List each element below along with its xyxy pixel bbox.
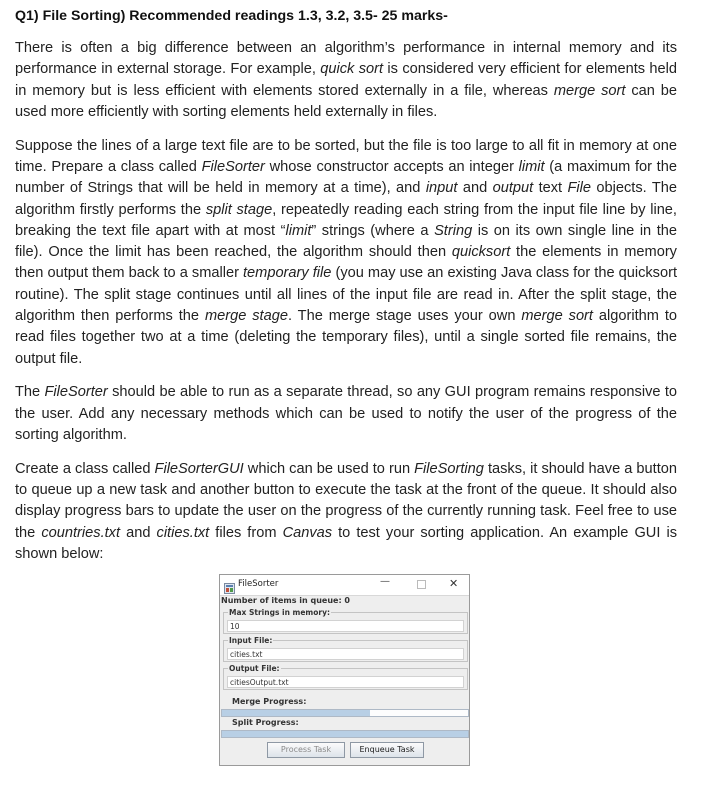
java-window-icon [224, 579, 235, 590]
input-file-group [223, 636, 468, 662]
question-document [15, 4, 677, 578]
merge-progress-fill [222, 710, 370, 716]
window-titlebar[interactable] [220, 575, 469, 596]
window-title: FileSorter [238, 579, 279, 589]
split-progress-fill [222, 731, 468, 737]
input-file-field[interactable]: cities.txt [227, 648, 464, 660]
output-file-label: Output File: [229, 664, 280, 673]
filesorter-window [219, 574, 470, 766]
paragraph-intro: There is often a big difference between an algorithm’s performance in internal memory and its performance in external storage. For example, quick sort is considered very efficient for elements held in memory but is less efficient with elements stored externally in a file, whereas merge sort can be used more efficiently with sorting elements held externally in files. [15, 40, 678, 120]
output-file-group [223, 664, 468, 690]
max-strings-input[interactable]: 10 [227, 620, 464, 632]
split-progress-label: Split Progress: [232, 718, 299, 727]
merge-progress-bar [221, 709, 469, 717]
max-strings-group [223, 608, 468, 634]
paragraph-gui-spec: Create a class called FileSorterGUI which can be used to run FileSorting tasks, it should have a button to queue up a new task and another button to execute the task at the front of the queue. It should also display progress bars to update the user on the progress of the currently running task. Feel free to use the countries.txt and cities.txt files from Canvas to test your sorting application. An example GUI is shown below: [15, 460, 677, 563]
maximize-button[interactable] [417, 580, 426, 589]
input-file-label: Input File: [229, 636, 273, 645]
max-strings-label: Max Strings in memory: [229, 608, 330, 617]
enqueue-task-button[interactable]: Enqueue Task [350, 742, 424, 758]
output-file-field[interactable]: citiesOutput.txt [227, 676, 464, 688]
split-progress-bar [221, 730, 469, 738]
question-title: Q1) File Sorting) Recommended readings 1.3, 3.2, 3.5- 25 marks- [15, 8, 448, 24]
merge-progress-label: Merge Progress: [232, 697, 307, 706]
paragraph-threading: The FileSorter should be able to run as a separate thread, so any GUI program remains responsive to the user. Add any necessary methods which can be used to notify the user of the progress of the sorting algorithm. [15, 384, 678, 444]
paragraph-filesorter-spec: Suppose the lines of a large text file are to be sorted, but the file is too large to all fit in memory at one time. Prepare a class called FileSorter whose constructor accepts an integer limit (a maximum for the number of Strings that will be held in memory at a time), and input and output text File objects. The algorithm firstly performs the split stage, repeatedly reading each string from the input file line by line, breaking the text file apart with at most “limit” strings (where a String is on its own single line in the file). Once the limit has been reached, the algorithm should then quicksort the elements in memory then output them back to a smaller temporary file (you may use an existing Java class for the quicksort routine). The split stage continues until all lines of the input file are read in. After the split stage, the algorithm then performs the merge stage. The merge stage uses your own merge sort algorithm to read files together two at a time (deleting the temporary files), until a single sorted file remains, the output file. [15, 137, 678, 367]
process-task-button[interactable]: Process Task [267, 742, 345, 758]
close-button[interactable]: ✕ [449, 577, 459, 590]
queue-count-label: Number of items in queue: 0 [221, 596, 350, 605]
minimize-button[interactable]: — [380, 576, 390, 587]
